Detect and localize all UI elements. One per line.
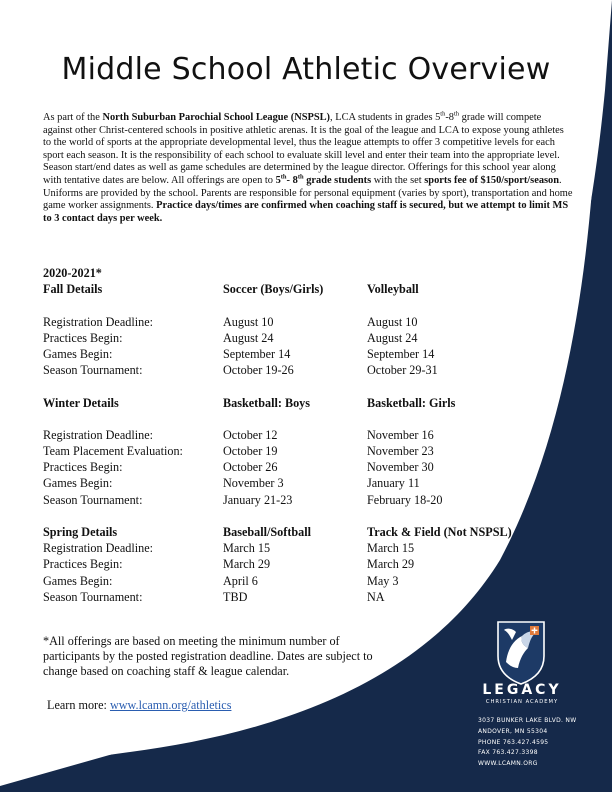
page-title: Middle School Athletic Overview (61, 52, 551, 87)
school-year: 2020-2021* (43, 266, 102, 280)
fall-sport-2: Volleyball (367, 282, 419, 297)
athletics-link[interactable]: www.lcamn.org/athletics (109, 698, 232, 712)
spring-header: Spring Details (43, 525, 118, 539)
winter-sport-1: Basketball: Boys (223, 395, 311, 410)
learn-more-label: Learn more: (47, 698, 110, 712)
brand-subtitle: CHRISTIAN ACADEMY (485, 699, 559, 705)
fall-sport-1: Soccer (Boys/Girls) (223, 282, 324, 297)
winter-sport-2: Basketball: Girls (367, 395, 456, 410)
website-line: WWW.LCAMN.ORG (478, 760, 538, 768)
footnote: *All offerings are based on meeting the minimum number of participants by the posted registration deadline. Dates are subject to change based on coaching staff & league calendar. (43, 634, 373, 679)
spring-sport-2: Track & Field (Not NSPSL) (367, 525, 512, 539)
intro-paragraph: As part of the North Suburban Parochial School League (NSPSL), LCA students in grades 5th-8th grade will compete against other Christ-centered schools in positive athletic arenas. It is the goal of the league and LCA to expose young athletes to the world of sports at the appropriate developmental level, thus the league attempts to offer 3 competitive levels for each sport each season. It is the responsibility of each school to evaluate skill level and enter their team into the appropriate level. Season start/end dates as well as game schedules are determined by the league director. Offerings for this school year along with tentative dates are below. All offerings are open to 5th- 8th grade students with the set sports fee of $150/sport/season. Uniforms are provided by the school. Parents are responsible for personal equipment (varies by sport), transportation and home game worker assignments. Practice days/times are confirmed when coaching staff is secured, but we attempt to limit MS to 3 contact days per week. (43, 110, 573, 224)
address-line: ANDOVER, MN 55304 (478, 727, 548, 735)
brand-name: LEGACY (482, 682, 562, 698)
legacy-shield-logo-icon (494, 618, 548, 686)
learn-more (47, 698, 231, 713)
spring-sport-1: Baseball/Softball (223, 525, 312, 539)
fall-header: Fall Details (43, 282, 103, 297)
winter-header: Winter Details (43, 395, 119, 410)
phone-line: PHONE 763.427.4595 (478, 738, 549, 746)
fax-line: FAX 763.427.3398 (478, 749, 538, 757)
address-line: 3037 BUNKER LAKE BLVD. NW (478, 717, 577, 724)
school-address (478, 716, 576, 770)
brand-block (470, 682, 574, 705)
